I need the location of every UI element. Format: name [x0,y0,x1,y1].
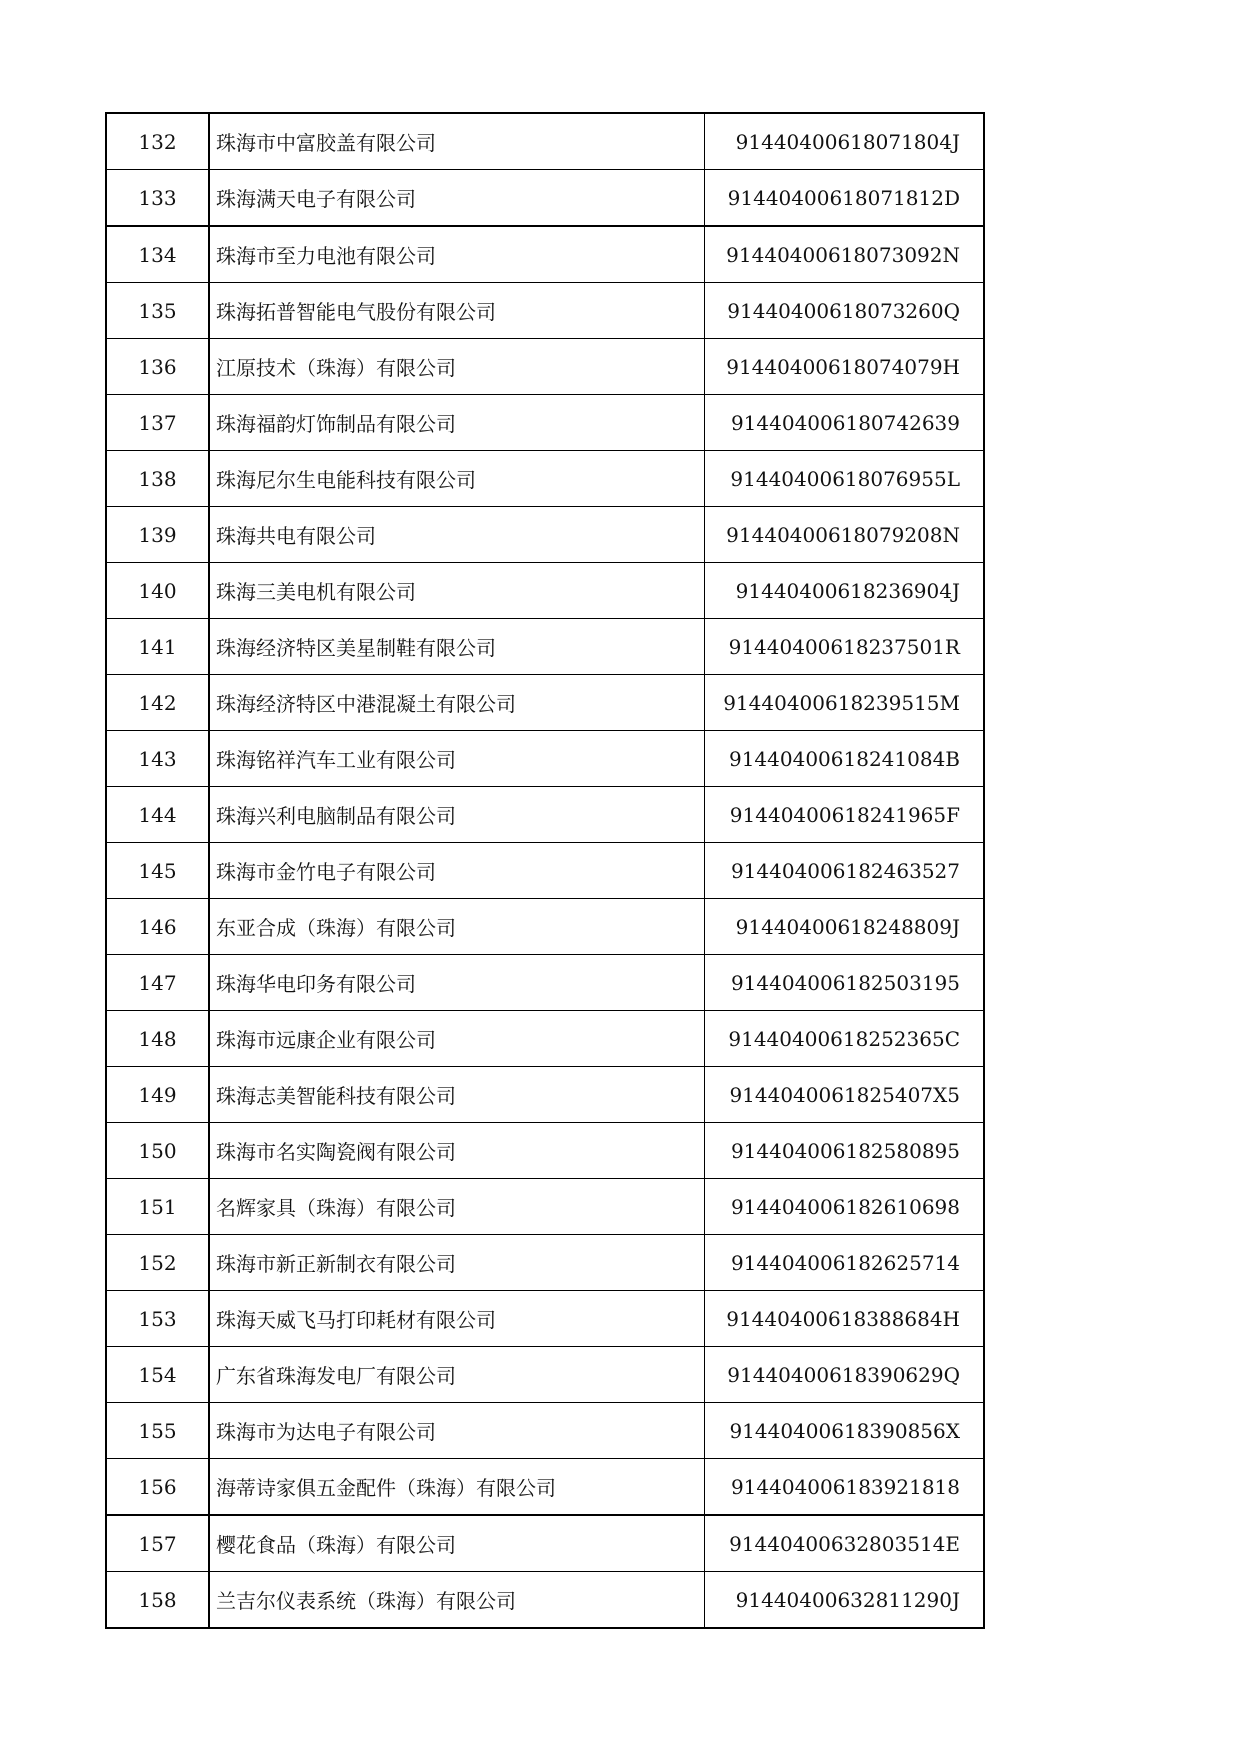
table-row [106,1179,984,1235]
table-row [106,451,984,507]
company-name: 珠海铭祥汽车工业有限公司 [209,731,705,787]
row-number: 134 [106,226,209,283]
table-row [106,170,984,227]
row-number: 153 [106,1291,209,1347]
table-row [106,843,984,899]
table-row [106,563,984,619]
row-number: 156 [106,1459,209,1516]
table-row [106,113,984,170]
row-number: 143 [106,731,209,787]
row-number: 149 [106,1067,209,1123]
credit-code: 91440400632811290J [705,1572,985,1629]
table-row [106,1291,984,1347]
table-row [106,787,984,843]
company-name: 珠海市新正新制衣有限公司 [209,1235,705,1291]
company-name: 珠海拓普智能电气股份有限公司 [209,283,705,339]
credit-code: 91440400618388684H [705,1291,985,1347]
company-name: 珠海市中富胶盖有限公司 [209,113,705,170]
table-row [106,395,984,451]
row-number: 136 [106,339,209,395]
company-name: 珠海兴利电脑制品有限公司 [209,787,705,843]
credit-code: 91440400618071812D [705,170,985,227]
table-row [106,1572,984,1629]
company-name: 珠海市金竹电子有限公司 [209,843,705,899]
company-name: 珠海市名实陶瓷阀有限公司 [209,1123,705,1179]
table-row [106,1067,984,1123]
credit-code: 91440400618390856X [705,1403,985,1459]
credit-code: 91440400618390629Q [705,1347,985,1403]
row-number: 147 [106,955,209,1011]
table-row [106,675,984,731]
credit-code: 91440400618252365C [705,1011,985,1067]
row-number: 146 [106,899,209,955]
company-name: 名辉家具（珠海）有限公司 [209,1179,705,1235]
row-number: 135 [106,283,209,339]
company-name: 珠海三美电机有限公司 [209,563,705,619]
credit-code: 91440400618074079H [705,339,985,395]
credit-code: 91440400618248809J [705,899,985,955]
row-number: 157 [106,1515,209,1572]
company-name: 兰吉尔仪表系统（珠海）有限公司 [209,1572,705,1629]
row-number: 155 [106,1403,209,1459]
credit-code: 914404006182503195 [705,955,985,1011]
credit-code: 914404006180742639 [705,395,985,451]
credit-code: 91440400618076955L [705,451,985,507]
credit-code: 914404006182625714 [705,1235,985,1291]
row-number: 150 [106,1123,209,1179]
company-name: 珠海经济特区美星制鞋有限公司 [209,619,705,675]
table-body [106,113,984,1628]
table-row [106,619,984,675]
row-number: 132 [106,113,209,170]
credit-code: 91440400618241965F [705,787,985,843]
table-row [106,1515,984,1572]
row-number: 133 [106,170,209,227]
credit-code: 9144040061825407X5 [705,1067,985,1123]
row-number: 140 [106,563,209,619]
company-name: 珠海华电印务有限公司 [209,955,705,1011]
row-number: 152 [106,1235,209,1291]
credit-code: 914404006183921818 [705,1459,985,1516]
credit-code: 91440400618237501R [705,619,985,675]
table-row [106,1235,984,1291]
company-name: 樱花食品（珠海）有限公司 [209,1515,705,1572]
credit-code: 91440400618071804J [705,113,985,170]
company-name: 江原技术（珠海）有限公司 [209,339,705,395]
row-number: 151 [106,1179,209,1235]
credit-code: 91440400618073260Q [705,283,985,339]
company-registry-table [105,112,985,1629]
company-name: 东亚合成（珠海）有限公司 [209,899,705,955]
credit-code: 91440400618239515M [705,675,985,731]
table-row [106,899,984,955]
company-name: 珠海市远康企业有限公司 [209,1011,705,1067]
row-number: 148 [106,1011,209,1067]
table-row [106,339,984,395]
row-number: 141 [106,619,209,675]
company-name: 珠海市至力电池有限公司 [209,226,705,283]
table-row [106,1347,984,1403]
credit-code: 91440400618236904J [705,563,985,619]
row-number: 144 [106,787,209,843]
table-row [106,1011,984,1067]
row-number: 154 [106,1347,209,1403]
table-row [106,1123,984,1179]
table-row [106,955,984,1011]
company-name: 广东省珠海发电厂有限公司 [209,1347,705,1403]
credit-code: 914404006182463527 [705,843,985,899]
table-row [106,1459,984,1516]
row-number: 158 [106,1572,209,1629]
row-number: 138 [106,451,209,507]
credit-code: 91440400618073092N [705,226,985,283]
table-row [106,283,984,339]
company-name: 珠海经济特区中港混凝土有限公司 [209,675,705,731]
table-row [106,226,984,283]
company-name: 珠海天威飞马打印耗材有限公司 [209,1291,705,1347]
company-name: 珠海志美智能科技有限公司 [209,1067,705,1123]
credit-code: 91440400618079208N [705,507,985,563]
credit-code: 91440400618241084B [705,731,985,787]
credit-code: 914404006182580895 [705,1123,985,1179]
row-number: 139 [106,507,209,563]
credit-code: 914404006182610698 [705,1179,985,1235]
company-name: 海蒂诗家俱五金配件（珠海）有限公司 [209,1459,705,1516]
company-name: 珠海共电有限公司 [209,507,705,563]
table-row [106,507,984,563]
company-name: 珠海满天电子有限公司 [209,170,705,227]
row-number: 137 [106,395,209,451]
company-name: 珠海市为达电子有限公司 [209,1403,705,1459]
row-number: 145 [106,843,209,899]
credit-code: 91440400632803514E [705,1515,985,1572]
table-row [106,731,984,787]
company-name: 珠海尼尔生电能科技有限公司 [209,451,705,507]
table-row [106,1403,984,1459]
row-number: 142 [106,675,209,731]
company-name: 珠海福韵灯饰制品有限公司 [209,395,705,451]
